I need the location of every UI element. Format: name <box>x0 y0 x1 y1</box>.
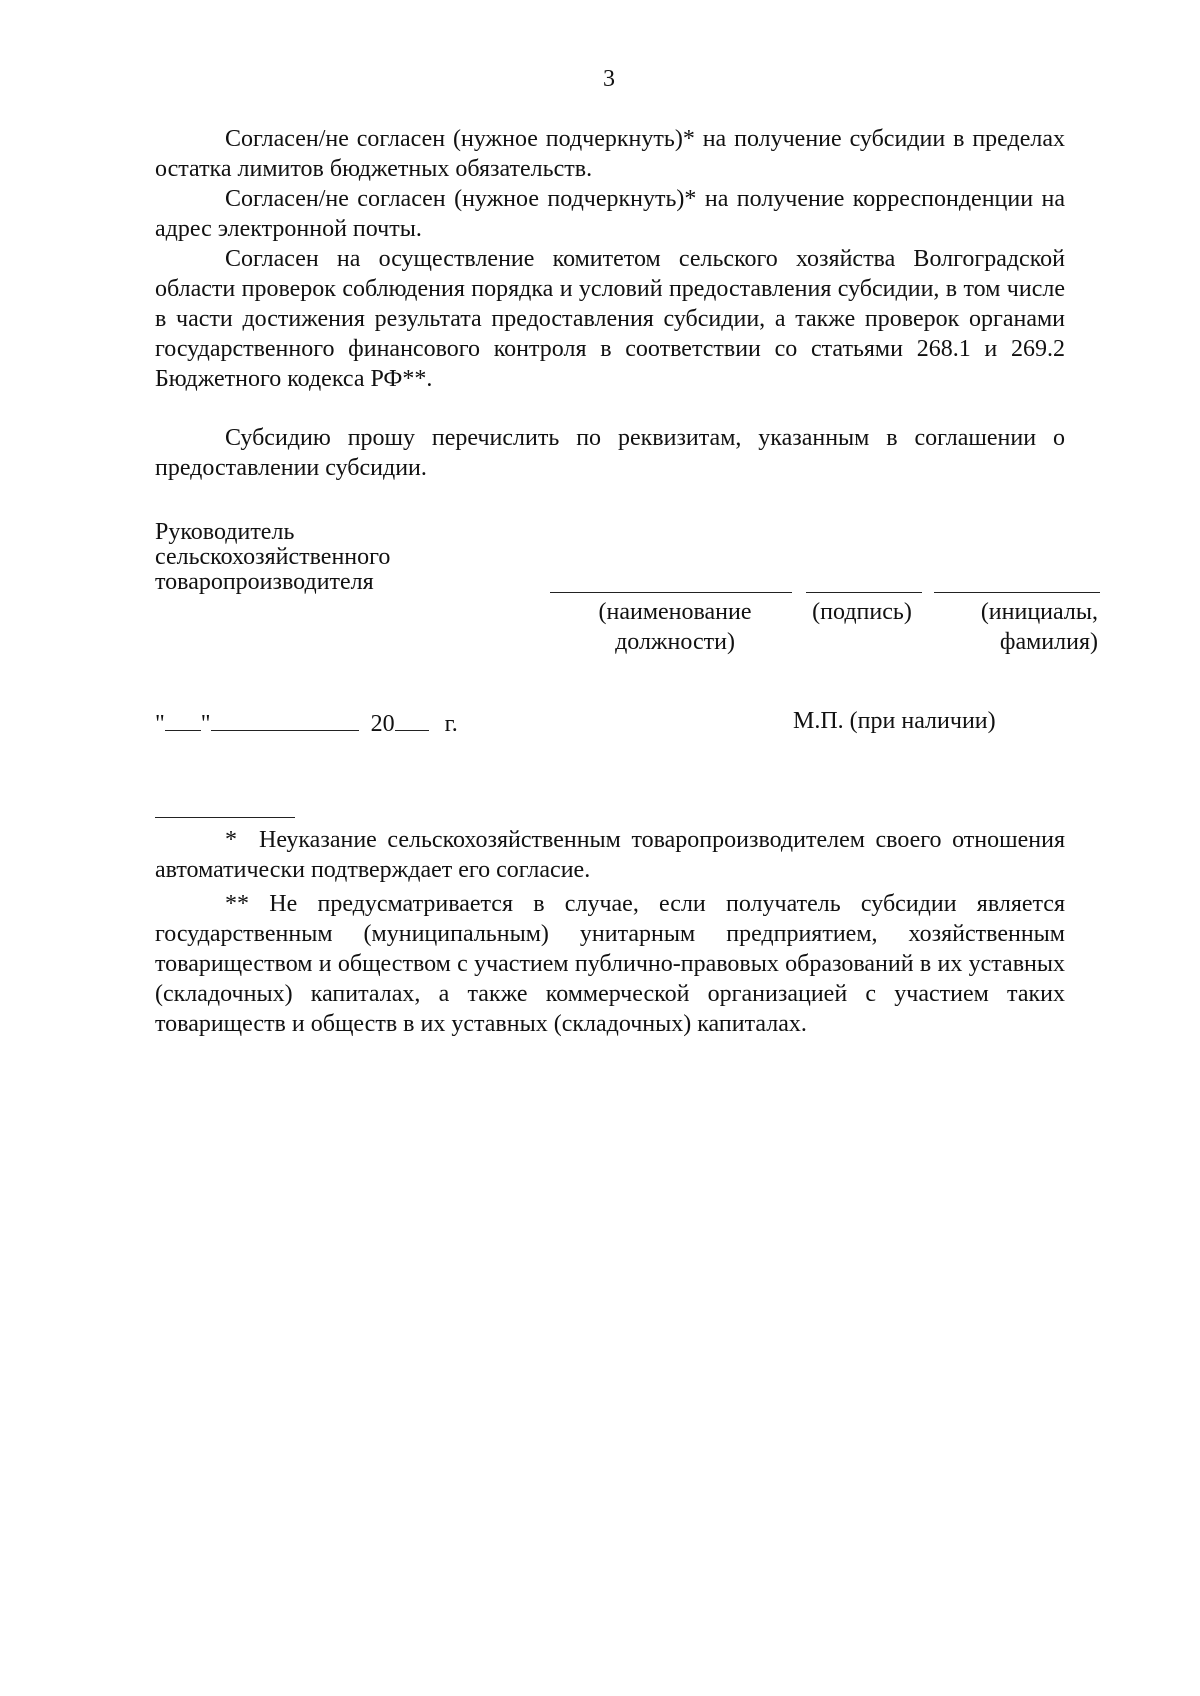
signature-caption-line: (подпись) <box>812 599 912 625</box>
position-caption <box>560 597 790 657</box>
footnote-divider <box>155 817 295 818</box>
footnote-1 <box>155 825 1065 885</box>
paragraph-email-consent: Согласен/не согласен (нужное подчеркнуть)* на получение корреспонденции на адрес электронной почты. <box>155 186 1065 242</box>
signer-line-2: сельскохозяйственного <box>155 544 391 570</box>
month-field[interactable] <box>211 708 359 731</box>
year-suffix: г. <box>444 711 458 737</box>
position-field-line[interactable] <box>550 592 792 593</box>
name-field-line[interactable] <box>934 592 1100 593</box>
name-caption-line-1: (инициалы, <box>980 599 1098 625</box>
footnote-1-text: Неуказание сельскохозяйственным товаропроизводителем своего отношения автоматически подтверждает его согласие. <box>155 827 1065 883</box>
name-caption <box>940 597 1098 657</box>
date-line <box>155 708 458 738</box>
footnote-2: ** Не предусматривается в случае, если получатель субсидии является государственным (муниципальным) унитарным предприятием, хозяйственным товариществом и обществом с участием публично-правовых образований в их уставных (складочных) капиталах, а также коммерческой организацией с участием таких товариществ и обществ в их уставных (складочных) капиталах. <box>155 891 1065 1037</box>
signer-line-3: товаропроизводителя <box>155 569 374 595</box>
footnotes <box>155 825 1065 1039</box>
year-prefix: 20 <box>370 711 395 737</box>
stamp-placeholder: М.П. (при наличии) <box>793 708 996 734</box>
signer-title <box>155 520 390 595</box>
date-quote-close: " <box>200 711 211 737</box>
transfer-request <box>155 423 1065 483</box>
day-field[interactable] <box>165 708 201 731</box>
position-caption-line-1: (наименование <box>598 599 752 625</box>
paragraph-subsidy-consent: Согласен/не согласен (нужное подчеркнуть)* на получение субсидии в пределах остатка лимитов бюджетных обязательств. <box>155 126 1065 182</box>
page-number: 3 <box>603 66 615 92</box>
paragraph-transfer-request: Субсидию прошу перечислить по реквизитам, указанным в соглашении о предоставлении субсидии. <box>155 425 1065 481</box>
year-field[interactable] <box>395 708 429 731</box>
signature-caption <box>796 597 928 627</box>
date-quote-open: " <box>155 711 165 737</box>
consent-paragraphs <box>155 124 1065 394</box>
signature-field-line[interactable] <box>806 592 922 593</box>
signer-line-1: Руководитель <box>155 519 295 545</box>
paragraph-inspection-consent: Согласен на осуществление комитетом сельского хозяйства Волгоградской области проверок соблюдения порядка и условий предоставления субсидии, в том числе в части достижения результата предоставления субсидии, а также проверок органами государственного финансового контроля в соответствии со статьями 268.1 и 269.2 Бюджетного кодекса РФ**. <box>155 246 1065 392</box>
position-caption-line-2: должности) <box>615 629 735 655</box>
name-caption-line-2: фамилия) <box>999 629 1098 655</box>
footnote-1-mark: * <box>225 827 237 853</box>
